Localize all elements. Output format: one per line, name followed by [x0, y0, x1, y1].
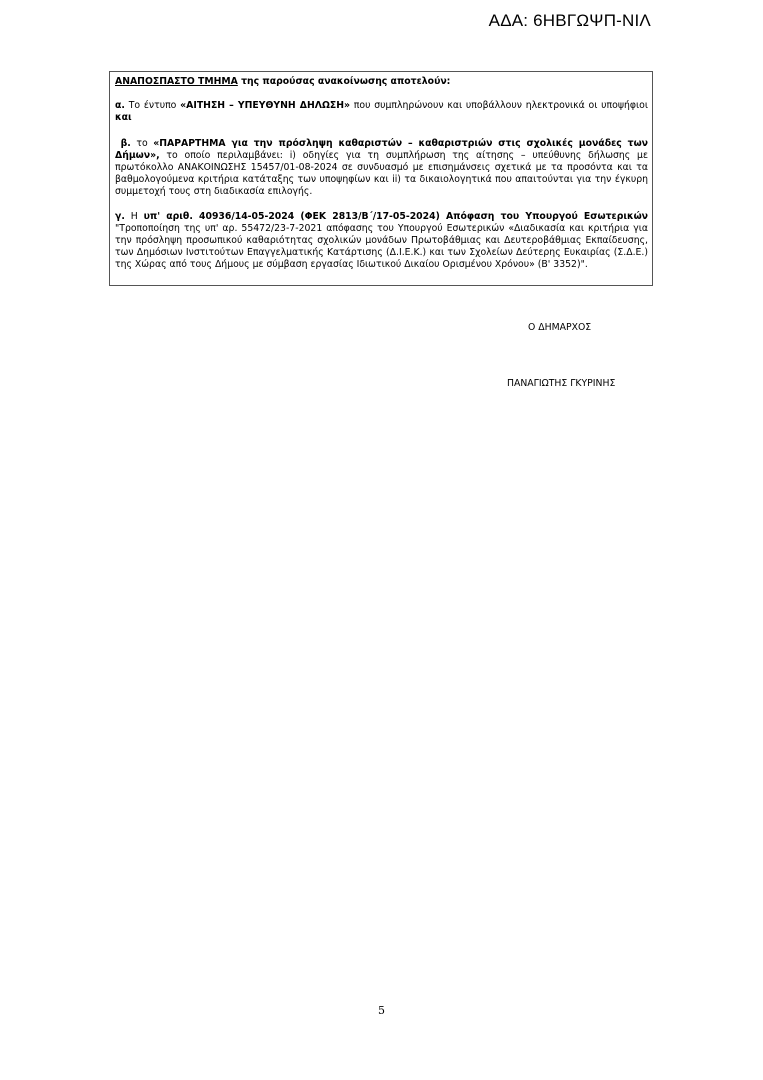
item-a-bold: «ΑΙΤΗΣΗ – ΥΠΕΥΘΥΝΗ ΔΗΛΩΣΗ»	[180, 100, 350, 112]
item-a-text: που συμπληρώνουν και υποβάλλουν ηλεκτρονικά οι υποψήφιοι	[349, 100, 648, 112]
box-title-underlined: ΑΝΑΠΟΣΠΑΣΤΟ ΤΜΗΜΑ	[115, 76, 238, 87]
item-a-pre: Το έντυπο	[124, 100, 181, 112]
signature-role: Ο ΔΗΜΑΡΧΟΣ	[528, 322, 592, 333]
box-title-rest: της παρούσας ανακοίνωσης αποτελούν:	[237, 76, 451, 87]
item-a-label: α.	[115, 100, 125, 112]
item-b-pre: το	[130, 137, 154, 149]
item-a-tail: και	[115, 112, 132, 124]
item-b-bold: «ΠΑΡΑΡΤΗΜΑ για την πρόσληψη καθαριστών – καθαριστριών στις σχολικές μονάδες των Δήμων»,	[115, 137, 648, 161]
page-number: 5	[378, 1004, 385, 1017]
detachable-section-box	[109, 71, 653, 286]
item-c-bold: υπ' αριθ. 40936/14-05-2024 (ΦΕΚ 2813/Β΄/17-05-2024) Απόφαση του Υπουργού Εσωτερικών	[143, 210, 648, 222]
item-b-text: το οποίο περιλαμβάνει: i) οδηγίες για τη συμπλήρωση της αίτησης – υπεύθυνης δήλωσης με πρωτόκολλο ΑΝΑΚΟΙΝΩΣΗΣ 15457/01-08-2024 σε συνδυασμό με επισημάνσεις σχετικά με τα προσόντα και τα βαθμολογούμενα κριτήρια κατάταξης των υποψηφίων και ii) τα δικαιολογητικά που απαιτούνται για την έγκυρη συμμετοχή τους στη διαδικασία επιλογής.	[115, 149, 648, 198]
item-b	[115, 138, 648, 199]
item-c-text: "Τροποποίηση της υπ' αρ. 55472/23-7-2021 απόφασης του Υπουργού Εσωτερικών «Διαδικασία και κριτήρια για την πρόσληψη προσωπικού καθαριότητας σχολικών μονάδων Πρωτοβάθμιας και Δευτεροβάθμιας Εκπαίδευσης, των Δημόσιων Ινστιτούτων Επαγγελματικής Κατάρτισης (Δ.Ι.Ε.Κ.) και των Σχολείων Δεύτερης Ευκαιρίας (Σ.Δ.Ε.) της Χώρας από τους Δήμους με σύμβαση εργασίας Ιδιωτικού Δικαίου Ορισμένου Χρόνου» (Β' 3352)".	[115, 222, 648, 271]
item-b-label: β.	[120, 137, 131, 149]
item-a	[115, 100, 648, 124]
item-c-label: γ.	[115, 210, 125, 222]
item-c	[115, 211, 648, 272]
signature-name: ΠΑΝΑΓΙΩΤΗΣ ΓΚΥΡΙΝΗΣ	[507, 378, 616, 389]
box-title	[115, 76, 648, 88]
ada-code: ΑΔΑ: 6ΗΒΓΩΨΠ-ΝΙΛ	[488, 11, 651, 30]
item-c-pre: Η	[124, 210, 144, 222]
